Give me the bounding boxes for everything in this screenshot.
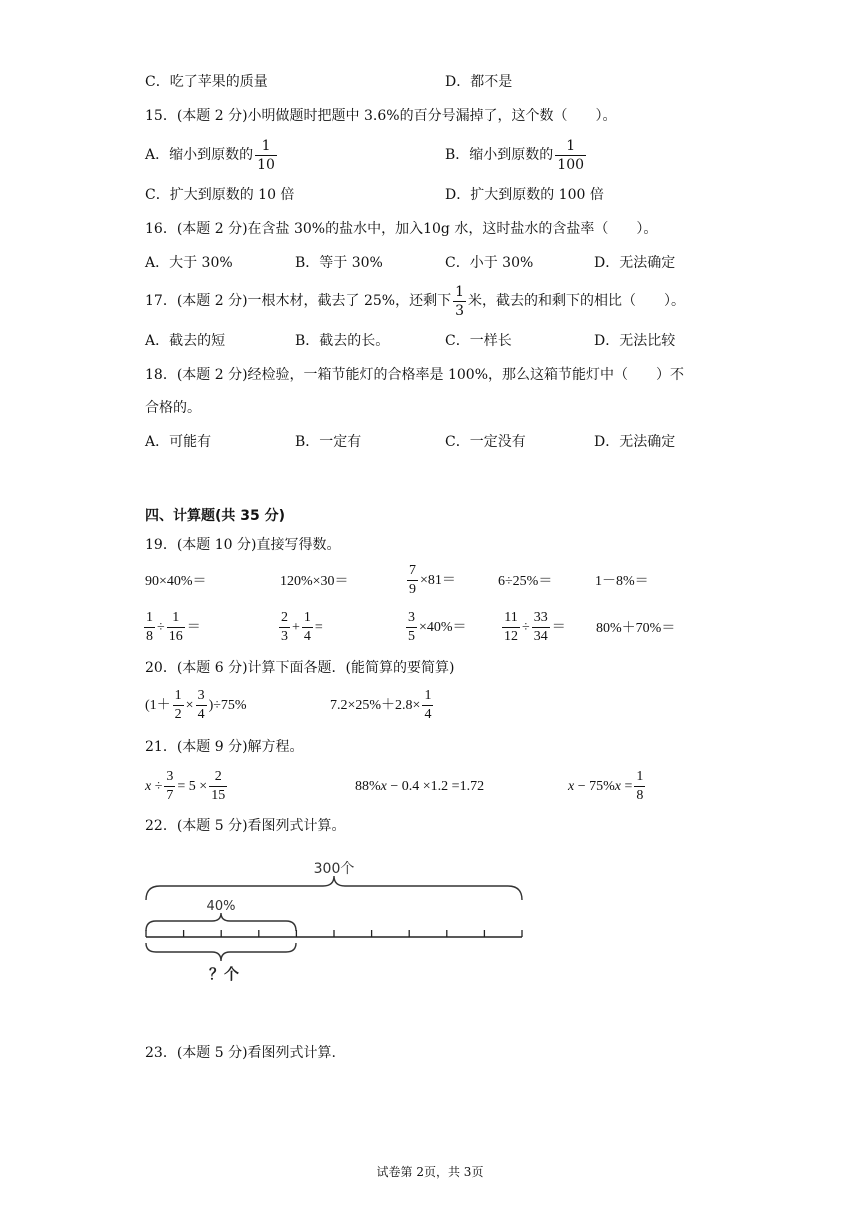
q16-stem: 16．(本题 2 分)在含盐 30%的盐水中，加入10g 水，这时盐水的含盐率（ ）。 — [145, 221, 658, 237]
fraction-denominator: 3 — [281, 629, 288, 645]
q17-stem-pre: 17．(本题 2 分)一根木材，截去了 25%，还剩下 — [145, 293, 452, 309]
fraction-denominator: 4 — [303, 629, 311, 645]
variable-x: x — [568, 779, 575, 794]
q16-option-b: B．等于 30% — [295, 255, 383, 271]
section-title: 四、计算题(共 35 分) — [145, 508, 286, 524]
q15-option-a-text: A．缩小到原数的 — [145, 147, 254, 163]
fraction-numerator: 2 — [214, 769, 222, 785]
expression-text: − 0.4 ×1.2 =1.72 — [386, 779, 485, 794]
fraction-numerator: 1 — [566, 137, 576, 154]
q18-option-d: D．无法确定 — [594, 434, 676, 450]
fraction-numerator: 7 — [409, 563, 416, 579]
expression-text: (1＋ — [145, 698, 171, 713]
unknown-brace — [146, 943, 296, 961]
operator: ÷ — [154, 779, 163, 794]
fraction-denominator: 4 — [197, 707, 205, 723]
q14-option-d: D．都不是 — [445, 74, 513, 90]
fraction-numerator: 1 — [424, 688, 432, 704]
fraction-numerator: 1 — [303, 610, 311, 626]
fraction-denominator: 2 — [174, 707, 182, 723]
expression-text: = 5 × — [177, 779, 208, 794]
fraction-denominator: 100 — [557, 156, 585, 173]
operator: + — [292, 620, 300, 635]
q18-stem-line1: 18．(本题 2 分)经检验，一箱节能灯的合格率是 100%，那么这箱节能灯中（ ）不 — [145, 367, 685, 383]
fraction-numerator: 33 — [533, 610, 548, 626]
q18-option-b: B．一定有 — [295, 434, 362, 450]
operator: ÷ — [157, 620, 165, 635]
q18-stem-line2: 合格的。 — [145, 400, 201, 416]
fraction-numerator: 1 — [146, 610, 153, 626]
expression-text: 88% — [355, 779, 381, 794]
fraction-denominator: 9 — [409, 582, 416, 598]
fraction-denominator: 34 — [533, 629, 548, 645]
expression-text: )÷75% — [208, 698, 247, 713]
equals: = — [314, 620, 323, 635]
q15-option-b-text: B．缩小到原数的 — [445, 147, 554, 163]
expression-text: = — [621, 779, 633, 794]
expression-text: − 75% — [574, 779, 615, 794]
q19-item-8-text: ×40%＝ — [419, 620, 467, 635]
fraction-denominator: 16 — [168, 629, 183, 645]
part-brace — [146, 913, 296, 931]
q19-stem: 19．(本题 10 分)直接写得数。 — [145, 537, 341, 553]
q19-item-5: 1－8%＝ — [595, 574, 649, 589]
q15-option-c: C．扩大到原数的 10 倍 — [145, 187, 295, 203]
tick-marks — [146, 930, 522, 937]
q17-option-c: C．一样长 — [445, 333, 512, 349]
fraction-denominator: 10 — [257, 156, 275, 173]
q16-option-c: C．小于 30% — [445, 255, 534, 271]
fraction-numerator: 2 — [281, 610, 288, 626]
variable-x: x — [145, 779, 152, 794]
q16-option-d: D．无法确定 — [594, 255, 676, 271]
q19-item-10: 80%＋70%＝ — [596, 621, 676, 636]
fraction-denominator: 7 — [166, 788, 174, 804]
q20-stem: 20．(本题 6 分)计算下面各题．(能简算的要简算) — [145, 660, 455, 676]
operator: × — [185, 698, 194, 713]
q18-option-c: C．一定没有 — [445, 434, 526, 450]
q17-option-a: A．截去的短 — [145, 333, 226, 349]
unknown-label: ？个 — [208, 965, 240, 983]
fraction-numerator: 3 — [197, 688, 205, 704]
total-label: 300个 — [313, 861, 355, 877]
variable-x: x — [380, 779, 387, 794]
q17-option-b: B．截去的长。 — [295, 333, 390, 349]
q14-option-c: C．吃了苹果的质量 — [145, 74, 268, 90]
equals: ＝ — [186, 620, 201, 635]
fraction-denominator: 5 — [408, 629, 415, 645]
page-footer: 试卷第 2页，共 3页 — [376, 1165, 484, 1179]
variable-x: x — [614, 779, 621, 794]
fraction-denominator: 8 — [636, 788, 644, 804]
fraction-numerator: 1 — [172, 610, 180, 626]
fraction-numerator: 3 — [408, 610, 415, 626]
q15-stem: 15．(本题 2 分)小明做题时把题中 3.6%的百分号漏掉了，这个数（ ）。 — [145, 108, 617, 124]
q19-item-1: 90×40%＝ — [145, 574, 207, 589]
fraction-numerator: 1 — [174, 688, 182, 704]
fraction-numerator: 11 — [504, 610, 518, 626]
fraction-numerator: 3 — [166, 769, 174, 785]
fraction-numerator: 1 — [261, 137, 271, 154]
q19-item-3-text: ×81＝ — [420, 573, 456, 588]
expression-text: 7.2×25%＋2.8× — [330, 698, 421, 713]
fraction-denominator: 3 — [455, 302, 465, 319]
q16-option-a: A．大于 30% — [145, 255, 233, 271]
q18-option-a: A．可能有 — [145, 434, 212, 450]
q22-stem: 22．(本题 5 分)看图列式计算。 — [145, 818, 346, 834]
q17-stem-post: 米，截去的和剩下的相比（ ）。 — [468, 293, 686, 309]
q21-stem: 21．(本题 9 分)解方程。 — [145, 739, 304, 755]
part-label: 40% — [206, 899, 236, 914]
q19-item-4: 6÷25%＝ — [498, 574, 553, 589]
fraction-numerator: 1 — [636, 769, 644, 785]
fraction-denominator: 12 — [504, 629, 518, 645]
fraction-denominator: 15 — [211, 788, 226, 804]
fraction-denominator: 8 — [146, 629, 153, 645]
q19-item-2: 120%×30＝ — [280, 574, 349, 589]
equals: ＝ — [551, 620, 566, 635]
operator: ÷ — [522, 620, 530, 635]
q15-option-d: D．扩大到原数的 100 倍 — [445, 187, 604, 203]
q23-stem: 23．(本题 5 分)看图列式计算. — [145, 1045, 336, 1061]
total-brace — [146, 876, 522, 900]
fraction-denominator: 4 — [424, 707, 432, 723]
fraction-numerator: 1 — [455, 283, 465, 300]
q17-option-d: D．无法比较 — [594, 333, 676, 349]
